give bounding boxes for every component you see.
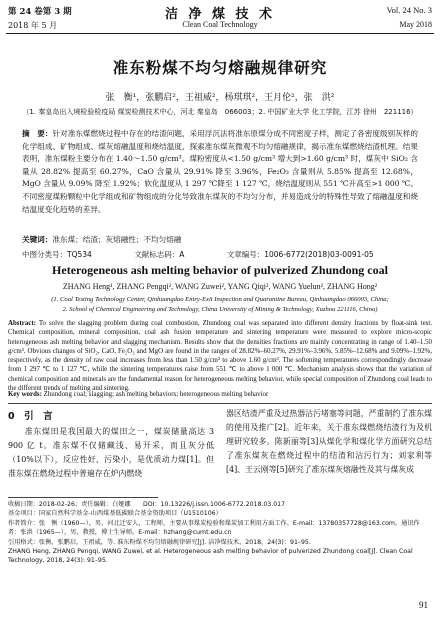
left-column-text: 准东煤田是我国最大的煤田之一，煤炭储量高达 3 900 亿 t。准东煤不仅储藏浅、易开采，而且灰分低（10%以下），反应性好、污染小，是优质动力煤[1]。但准东煤在燃烧过程中普遍存在炉内燃烧 <box>8 427 214 478</box>
right-column-text: 器区结渣严重及过热器沾污堵塞等问题，严重制约了准东煤的使用及推广[2]。近年来，关于准东煤燃烧结渣行为及机理研究较多。陈新丽等[3]从煤化学和煤化学方面研究总结了准东煤灰在燃烧过程中的结渣和沾污行为；刘家利等[4]、王云刚等[5]研究了准东煤灰熔融性及其与煤灰成 <box>226 409 432 474</box>
abstract-text: 针对准东煤燃烧过程中存在的结渣问题，采用浮沉法将准东原煤分成不同密度子样，测定了各密度级别灰样的化学组成、矿物组成、煤灰熔融温度和烧结温度，探索准东煤灰微观不均匀熔融规律，揭示准东煤燃烧结渣机理。结果表明，准东煤粉主要分布在 1.40～1.50 g/cm³。煤粉密度从<1.50 g/cm³ 增大到>1.60 g/cm³ 时，煤灰中 SiO₂ 含量从 28.82% 提高至 60.27%，CaO 含量从 29.91% 降至 3.96%，Fe₂O₃ 含量则从 5.85% 提高至 12.68%，MgO 含量从 9.09% 降至 1.92%；软化温度从 1 297 ℃降至 1 127 ℃，烧结温度则从 551 ℃升高至>1 000 ℃。不同密度煤粉颗粒中化学组成和矿物组成的分化导致准东煤灰的不均匀分布，并易造成分的特殊性导致了熔融温度和烧结温度变化趋势的差异。 <box>22 129 418 214</box>
affiliation-en-2: 2. School of Chemical Engineering and Technology, China University of Mining & Technology, Xuzhou 221116, China) <box>62 305 378 313</box>
footnote-citation-cn: 引用格式：张衡，张鹏启，王祖威，等. 准东粉煤不均匀熔融规律研究[J]. 洁净煤技术，2018，24(3)：91–95. <box>8 538 311 546</box>
abstract-label: 摘 要： <box>22 129 53 138</box>
journal-title-cn: 洁 净 煤 技 术 <box>164 7 276 22</box>
classification-row <box>22 249 418 260</box>
authors-en: ZHANG Heng¹, ZHANG Pengqi², WANG Zuwei², YANG Qiqi², WANG Yuelun², ZHANG Hong² <box>62 282 378 291</box>
header-rule <box>6 33 434 34</box>
abstract-cn <box>22 128 418 216</box>
abstract-en <box>8 319 432 393</box>
section-divider <box>8 403 432 404</box>
keywords-en-label: Key words: <box>8 391 42 398</box>
footnotes <box>8 500 432 566</box>
footnote-citation-en: ZHANG Heng, ZHANG Pengqi, WANG Zuwei, et al. Heterogeneous ash melting behavior of pulverized Zhundong coal[J]. Clean Coal Technology, 2018, 24(3): 91–95. <box>8 548 413 565</box>
page-number: 91 <box>419 600 428 610</box>
issue-cn: 第 24 卷第 3 期 <box>8 7 72 17</box>
body-left-column <box>8 425 214 481</box>
footnote-rule <box>8 497 158 498</box>
clc-number: 中图分类号：TQ534 <box>22 250 92 259</box>
footnote-author-bio: 作者简介：张 衡（1960—），男，河北迁安人，工程师，主要从事煤炭检验和煤炭加工利用方面工作。E-mail：13780357728@163.com。通讯作者：张洪（1965—），男，教授，博士生导师。E-mail：hzhang@cumt.edu.cn <box>8 519 420 537</box>
journal-title-en: Clean Coal Technology <box>182 20 258 29</box>
body-right-column <box>226 407 432 477</box>
authors-cn: 张 衡¹，张鹏启²，王祖威²，杨琪琪²，王月伦²，张 洪² <box>105 93 335 103</box>
affiliation-en <box>22 295 418 314</box>
keywords-label: 关键词： <box>22 235 53 244</box>
footnote-received: 收稿日期：2018-02-26；责任编辑：白娅娜 DOI：10.13226/j.issn.1006-6772.2018.03.017 <box>8 501 286 508</box>
footnote-fund: 基金项目：国家自然科学基金-山西煤基低碳联合基金资助项目（U1510106） <box>8 510 222 518</box>
keywords-text: 准东煤；结渣；灰熔融性；不均匀熔融 <box>52 235 182 244</box>
date-en: May 2018 <box>399 20 432 29</box>
volume-en: Vol. 24 No. 3 <box>386 5 432 15</box>
paper-title-en: Heterogeneous ash melting behavior of pulverized Zhundong coal <box>52 263 388 277</box>
section-heading-intro: 0 引 言 <box>8 411 53 422</box>
document-code: 文献标志码：A <box>134 250 185 259</box>
affiliation-en-1: (1. Coal Testing Technology Center, Qinhuangdao Entry-Exit Inspection and Quarantine Bureau, Qinhuangdao 066003, China; <box>51 296 389 303</box>
paper-title-cn: 准东粉煤不均匀熔融规律研究 <box>112 59 328 77</box>
keywords-cn <box>22 234 418 245</box>
keywords-en-text: Zhundong coal; slagging; ash melting behaviors; heterogeneous melting behavior <box>43 391 269 398</box>
date-cn: 2018 年 5 月 <box>8 21 58 30</box>
abstract-en-text: To solve the slagging problem during coal combustion, Zhundong coal was separated into different density fractions by float-sink test. Chemical composition, mineral composition, coal ash fusion temperature and sintering temperature were measured to explore micro-scopic heterogeneous ash melting behavior and slagging mechanism. Results show that the densities fractions are mainly concentrating in range of 1.40–1.50 g/cm³. Obvious changes of SiO₂, CaO, Fe₂O₃ and MgO are found in the ranges of 28.82%–60.27%, 29.91%–3.96%, 5.85%–12.68% and 9.09%–1.92%, respectively, as the density of raw coal increases from less than 1.50 g/cm³ to above 1.60 g/cm³. The softening temperatures correspondingly decrease from 1 297 ℃ to 1 127 ℃, while the sintering temperatures raise from 551 ℃ to above 1 000 ℃. Mechanism analysis shows that the variation of chemical composition and minerals are the fundamental reason for heterogeneous melting behavior, while special composition of Zhundong coal leads to the different trends of melting and sintering. <box>8 320 432 393</box>
article-number: 文章编号：1006-6772(2018)03-0091-05 <box>226 250 374 259</box>
abstract-en-label: Abstract: <box>8 320 36 327</box>
affiliation-cn: （1. 秦皇岛出入境检验检疫局 煤炭检测技术中心，河北 秦皇岛 066003；2. 中国矿业大学 化工学院，江苏 徐州 221116） <box>22 108 418 116</box>
keywords-en <box>8 391 432 398</box>
